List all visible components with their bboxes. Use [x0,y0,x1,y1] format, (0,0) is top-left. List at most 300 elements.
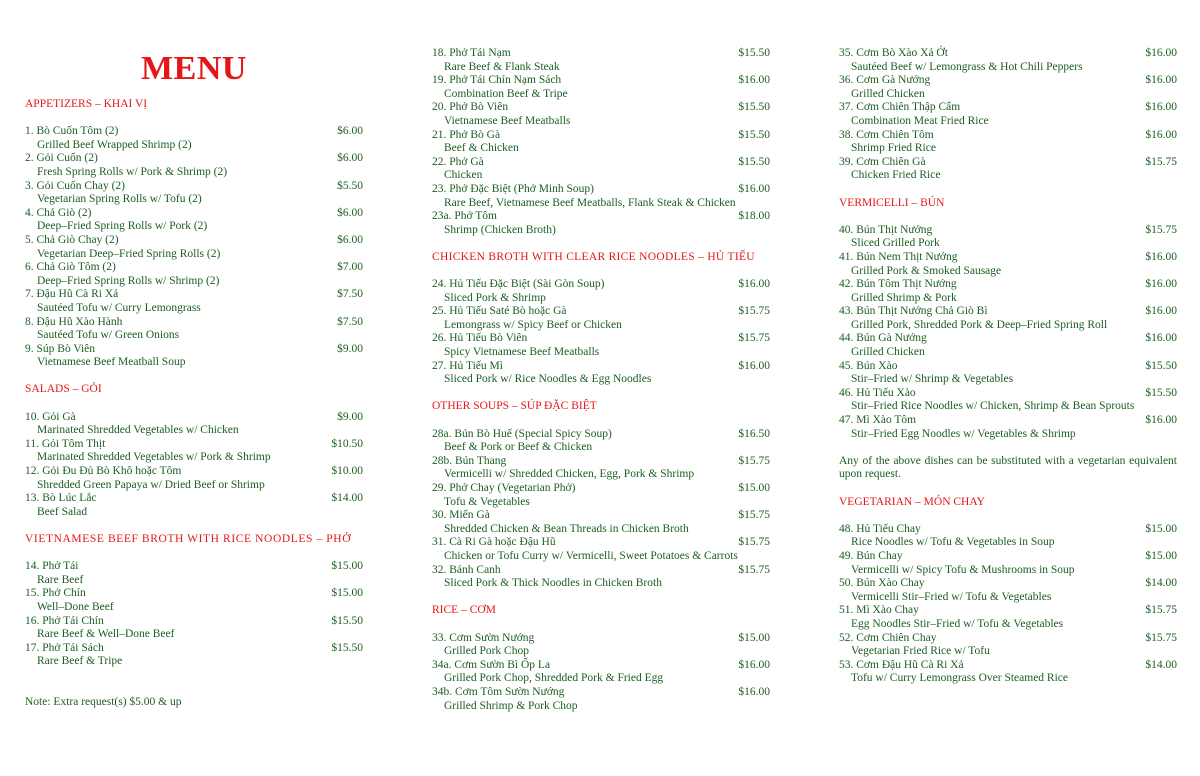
menu-column-1 [25,0,363,710]
menu-item-name: 9. Súp Bò Viên [25,342,96,355]
menu-item-name: 23a. Phở Tôm [432,210,497,223]
menu-item-description: Rare Beef & Flank Steak [444,60,560,73]
menu-item-description: Sliced Pork & Thick Noodles in Chicken Broth [444,577,662,590]
menu-item-price: $6.00 [337,125,363,138]
menu-item-price: $16.00 [738,685,770,698]
menu-item-description: Shrimp (Chicken Broth) [444,223,556,236]
section-heading-rice: RICE – CƠM [432,604,496,617]
menu-item-price: $15.00 [738,482,770,494]
menu-item-description: Grilled Shrimp & Pork [851,291,957,304]
menu-item-name: 22. Phở Gà [432,155,484,168]
menu-item-name: 40. Bún Thịt Nướng [839,223,933,236]
vegetarian-list [839,523,1177,686]
menu-item-price: $16.00 [1145,128,1177,141]
menu-item-row [839,604,1177,618]
menu-item-row [25,615,363,629]
menu-item-description: Fresh Spring Rolls w/ Pork & Shrimp (2) [37,165,228,178]
rice-list-part2 [839,47,1177,183]
menu-item-name: 20. Phở Bò Viên [432,101,509,114]
menu-item-price: $15.50 [738,128,770,141]
menu-item [839,360,1177,387]
menu-item-name: 24. Hủ Tiếu Đặc Biệt (Sài Gòn Soup) [432,278,605,291]
menu-item-price: $15.75 [738,536,770,549]
menu-item-price: $9.00 [337,342,363,355]
menu-item-description: Grilled Pork Chop, Shredded Pork & Fried Egg [444,672,664,685]
menu-item-description: Sautéed Tofu w/ Green Onions [37,329,180,342]
menu-item-name: 45. Bún Xào [839,359,898,372]
menu-item-price: $16.00 [1145,47,1177,59]
menu-item [839,577,1177,604]
menu-item [839,156,1177,183]
menu-item-row [25,152,363,166]
menu-item-description: Sautéed Beef w/ Lemongrass & Hot Chili Peppers [851,60,1083,73]
section-heading-salads: SALADS – GỎI [25,383,102,396]
menu-item [25,560,363,587]
menu-item-description: Grilled Beef Wrapped Shrimp (2) [37,138,192,151]
menu-item-name: 53. Cơm Đậu Hũ Cà Ri Xả [839,658,964,671]
menu-item-price: $15.50 [331,641,363,654]
menu-item-description: Vegetarian Fried Rice w/ Tofu [851,645,990,658]
menu-item-name: 23. Phở Đặc Biệt (Phở Minh Soup) [432,182,594,195]
menu-item-row [432,509,770,523]
menu-item-description: Beef & Chicken [444,142,519,155]
menu-item-price: $15.50 [738,47,770,59]
menu-item-price: $7.50 [337,288,363,301]
menu-item-name: 10. Gỏi Gà [25,410,76,423]
menu-item [432,564,770,591]
menu-item-description: Rice Noodles w/ Tofu & Vegetables in Soup [851,536,1055,549]
menu-item-name: 34b. Cơm Tôm Sườn Nướng [432,685,565,698]
menu-item-price: $15.00 [1145,522,1177,535]
menu-item [25,180,363,207]
menu-item-price: $15.75 [1145,604,1177,617]
menu-item-description: Marinated Shredded Vegetables w/ Chicken [37,424,239,437]
menu-item [839,604,1177,631]
menu-item-name: 16. Phở Tái Chín [25,614,104,627]
menu-item-price: $16.00 [1145,305,1177,318]
menu-item-price: $15.00 [331,560,363,573]
menu-item-row [25,180,363,194]
menu-item [432,536,770,563]
menu-item [839,387,1177,414]
menu-item-name: 33. Cơm Sườn Nướng [432,631,535,644]
menu-item-name: 41. Bún Nem Thịt Nướng [839,250,958,263]
menu-item-row [432,210,770,224]
menu-item [432,482,770,509]
menu-item-name: 18. Phở Tái Nạm [432,47,511,59]
menu-item-row [432,482,770,496]
menu-item-price: $15.75 [738,509,770,522]
menu-item-price: $6.00 [337,152,363,165]
menu-item-price: $18.00 [738,210,770,223]
menu-item-row [25,207,363,221]
menu-item-row [432,360,770,374]
menu-item-name: 50. Bún Xào Chay [839,577,925,590]
menu-item-row [839,332,1177,346]
menu-item-price: $10.50 [331,437,363,450]
menu-item-price: $16.00 [738,278,770,291]
menu-item-description: Chicken Fried Rice [851,169,941,182]
menu-item [432,129,770,156]
menu-item [839,632,1177,659]
menu-item-name: 19. Phở Tái Chín Nạm Sách [432,74,562,87]
menu-item [25,642,363,669]
menu-item-name: 26. Hủ Tiếu Bò Viên [432,332,528,345]
menu-item-name: 8. Đậu Hũ Xào Hành [25,315,123,328]
menu-item-description: Chicken or Tofu Curry w/ Vermicelli, Sweet Potatoes & Carrots [444,549,738,562]
menu-item-name: 17. Phở Tái Sách [25,641,104,654]
menu-item-price: $15.50 [738,101,770,114]
menu-item-price: $10.00 [331,465,363,478]
menu-item-name: 15. Phở Chín [25,587,86,600]
menu-item [432,428,770,455]
menu-item-row [432,428,770,442]
menu-item [432,47,770,74]
menu-item-price: $15.75 [738,563,770,576]
section-heading-pho: VIETNAMESE BEEF BROTH WITH RICE NOODLES – PHỞ [25,533,352,545]
menu-item-description: Grilled Pork Chop [444,645,529,658]
menu-item [432,183,770,210]
menu-item-row [432,47,770,61]
menu-item-row [25,465,363,479]
menu-item-name: 35. Cơm Bò Xào Xả Ớt [839,47,948,59]
menu-item-name: 12. Gỏi Đu Đủ Bò Khô hoặc Tôm [25,465,182,478]
menu-item [432,305,770,332]
menu-item-description: Grilled Pork, Shredded Pork & Deep–Fried Spring Roll [851,318,1108,331]
menu-item-row [25,560,363,574]
section-heading-vermicelli: VERMICELLI – BÚN [839,196,945,209]
menu-item [432,210,770,237]
menu-item-name: 2. Gỏi Cuốn (2) [25,152,98,165]
menu-item-name: 6. Chả Giò Tôm (2) [25,261,116,274]
menu-item [432,278,770,305]
menu-item-row [25,288,363,302]
menu-item-row [839,251,1177,265]
menu-item [432,74,770,101]
menu-item-price: $15.75 [1145,223,1177,236]
menu-item-name: 46. Hủ Tiếu Xào [839,386,916,399]
vermicelli-list [839,224,1177,442]
menu-item-price: $16.00 [738,182,770,195]
menu-item-row [432,332,770,346]
menu-item-price: $16.00 [1145,414,1177,427]
menu-item-description: Lemongrass w/ Spicy Beef or Chicken [444,318,622,331]
menu-item-price: $15.50 [738,155,770,168]
menu-item-name: 44. Bún Gà Nướng [839,332,927,345]
menu-item-description: Combination Meat Fried Rice [851,114,989,127]
menu-item-description: Shrimp Fried Rice [851,142,936,155]
menu-item-name: 51. Mì Xào Chay [839,604,919,617]
menu-item-description: Tofu & Vegetables [444,495,530,508]
menu-item [839,550,1177,577]
menu-item-price: $14.00 [1145,658,1177,671]
menu-item-price: $15.00 [738,631,770,644]
menu-item-price: $16.00 [1145,332,1177,345]
menu-item [432,101,770,128]
menu-item-row [432,156,770,170]
menu-item-row [25,261,363,275]
menu-item [25,343,363,370]
menu-item [432,332,770,359]
menu-item-price: $16.00 [738,74,770,87]
hu-tieu-list [432,278,770,387]
menu-item-row [25,411,363,425]
menu-item [25,492,363,519]
menu-item-row [839,577,1177,591]
menu-column-2 [432,0,770,713]
menu-item-description: Vermicelli w/ Shredded Chicken, Egg, Pork & Shrimp [444,468,695,481]
menu-item-name: 29. Phở Chay (Vegetarian Phở) [432,482,576,494]
menu-item-name: 4. Chả Giò (2) [25,206,92,219]
menu-item [25,411,363,438]
menu-item-price: $7.00 [337,261,363,274]
menu-item-row [839,360,1177,374]
menu-item-price: $6.00 [337,206,363,219]
menu-item [839,74,1177,101]
menu-item-name: 38. Cơm Chiên Tôm [839,128,934,141]
menu-item-price: $15.50 [331,614,363,627]
menu-item-description: Shredded Green Papaya w/ Dried Beef or Shrimp [37,478,265,491]
menu-item-price: $16.00 [1145,74,1177,87]
menu-item-row [25,316,363,330]
menu-item-price: $14.00 [1145,577,1177,590]
menu-item [25,288,363,315]
menu-item-price: $7.50 [337,315,363,328]
menu-item [839,251,1177,278]
menu-item-row [25,642,363,656]
menu-item-name: 37. Cơm Chiên Thập Cẩm [839,101,961,114]
menu-item-name: 28a. Bún Bò Huế (Special Spicy Soup) [432,427,612,440]
menu-item-row [839,156,1177,170]
menu-item-price: $16.00 [1145,250,1177,263]
menu-item [25,615,363,642]
menu-item-description: Marinated Shredded Vegetables w/ Pork & Shrimp [37,451,271,464]
menu-item-price: $15.00 [1145,549,1177,562]
vegetarian-substitution-note: Any of the above dishes can be substituted with a vegetarian equivalent upon request. [839,454,1177,481]
menu-item [25,125,363,152]
extra-request-note: Note: Extra request(s) $5.00 & up [25,695,182,708]
menu-item [432,360,770,387]
menu-item-row [839,101,1177,115]
menu-item-row [432,632,770,646]
menu-item-description: Grilled Chicken [851,87,925,100]
menu-item [839,224,1177,251]
menu-item [432,455,770,482]
salads-list [25,411,363,520]
menu-item-name: 39. Cơm Chiên Gà [839,155,926,168]
menu-item [25,152,363,179]
pho-list-part2 [432,47,770,237]
menu-item-price: $16.00 [1145,278,1177,291]
menu-item-name: 11. Gỏi Tôm Thịt [25,437,106,450]
menu-item-row [839,129,1177,143]
menu-item-row [432,129,770,143]
pho-list-part1 [25,560,363,669]
menu-item [25,316,363,343]
menu-item-row [432,659,770,673]
menu-item-description: Sautéed Tofu w/ Curry Lemongrass [37,301,201,314]
menu-column-3 [839,0,1177,686]
menu-item-description: Stir–Fried Egg Noodles w/ Vegetables & Shrimp [851,427,1076,440]
menu-item [839,332,1177,359]
menu-item-description: Vegetarian Spring Rolls w/ Tofu (2) [37,193,202,206]
menu-item-name: 1. Bò Cuốn Tôm (2) [25,125,119,138]
menu-item-price: $16.00 [738,359,770,372]
menu-item-name: 49. Bún Chay [839,549,903,562]
section-heading-vegetarian: VEGETARIAN – MÓN CHAY [839,495,985,508]
menu-item-name: 27. Hủ Tiếu Mì [432,359,503,372]
menu-title: MENU [141,50,247,87]
menu-item-row [432,305,770,319]
menu-item-row [432,101,770,115]
menu-item-row [25,438,363,452]
menu-item-row [839,659,1177,673]
menu-item-description: Deep–Fried Spring Rolls w/ Shrimp (2) [37,274,220,287]
menu-item-description: Stir–Fried Rice Noodles w/ Chicken, Shrimp & Bean Sprouts [851,400,1135,413]
menu-item-row [839,414,1177,428]
menu-item-row [839,305,1177,319]
menu-item-name: 14. Phở Tái [25,560,79,573]
menu-item-row [25,343,363,357]
menu-item-description: Grilled Pork & Smoked Sausage [851,264,1002,277]
menu-item [432,632,770,659]
menu-item [839,523,1177,550]
menu-item-name: 13. Bò Lúc Lắc [25,492,97,505]
menu-item-price: $15.75 [738,454,770,467]
menu-item [839,47,1177,74]
menu-item-row [839,550,1177,564]
rice-list-part1 [432,632,770,714]
menu-item-description: Beef & Pork or Beef & Chicken [444,441,593,454]
menu-item-row [25,234,363,248]
menu-item-name: 47. Mì Xào Tôm [839,414,917,427]
section-heading-other-soups: OTHER SOUPS – SÚP ĐẶC BIỆT [432,400,597,413]
menu-item-description: Stir–Fried w/ Shrimp & Vegetables [851,373,1014,386]
menu-item-row [839,523,1177,537]
menu-item [25,465,363,492]
menu-item-description: Sliced Pork & Shrimp [444,291,546,304]
menu-item-price: $15.50 [1145,359,1177,372]
menu-item-description: Rare Beef & Well–Done Beef [37,628,175,641]
menu-item-description: Spicy Vietnamese Beef Meatballs [444,346,600,359]
menu-item-price: $6.00 [337,233,363,246]
menu-item-description: Shredded Chicken & Bean Threads in Chicken Broth [444,522,689,535]
menu-item-name: 48. Hủ Tiếu Chay [839,522,921,535]
menu-item-description: Vermicelli w/ Spicy Tofu & Mushrooms in Soup [851,563,1075,576]
menu-item-row [839,74,1177,88]
menu-item-row [839,224,1177,238]
menu-item-price: $5.50 [337,179,363,192]
menu-item-description: Beef Salad [37,505,88,518]
menu-item-price: $15.75 [1145,155,1177,168]
menu-item-description: Grilled Chicken [851,346,925,359]
appetizers-list [25,125,363,370]
menu-item-name: 42. Bún Tôm Thịt Nướng [839,278,957,291]
menu-item-row [432,74,770,88]
menu-item [432,156,770,183]
menu-item-description: Sliced Grilled Pork [851,237,940,250]
menu-item-row [432,686,770,700]
menu-item-name: 7. Đậu Hũ Cà Ri Xả [25,288,119,301]
menu-item [839,414,1177,441]
menu-item-row [432,278,770,292]
menu-item-name: 31. Cà Ri Gà hoặc Đậu Hũ [432,536,556,549]
menu-item-price: $15.50 [1145,386,1177,399]
menu-item-name: 36. Cơm Gà Nướng [839,74,931,87]
menu-item [839,278,1177,305]
menu-item-price: $15.00 [331,587,363,600]
menu-item-description: Grilled Shrimp & Pork Chop [444,699,578,712]
menu-item [839,101,1177,128]
menu-item-description: Rare Beef [37,573,84,586]
menu-item-description: Vermicelli Stir–Fried w/ Tofu & Vegetables [851,590,1052,603]
menu-item [25,438,363,465]
menu-item-row [432,536,770,550]
menu-item-description: Vegetarian Deep–Fried Spring Rolls (2) [37,247,221,260]
menu-item-row [432,564,770,578]
menu-item-row [432,183,770,197]
menu-item-description: Rare Beef & Tripe [37,655,123,668]
menu-item [839,659,1177,686]
menu-item-name: 34a. Cơm Sườn Bì Ốp La [432,658,551,671]
menu-item-row [25,125,363,139]
menu-item-description: Combination Beef & Tripe [444,87,568,100]
menu-item-name: 52. Cơm Chiên Chay [839,631,937,644]
menu-item-price: $15.75 [1145,631,1177,644]
menu-item-row [839,387,1177,401]
menu-item-name: 3. Gỏi Cuốn Chay (2) [25,179,125,192]
menu-item [25,261,363,288]
menu-item-row [25,587,363,601]
menu-item-name: 43. Bún Thịt Nướng Chả Giò Bì [839,305,988,318]
menu-item [839,305,1177,332]
menu-item-row [432,455,770,469]
menu-item-price: $9.00 [337,410,363,423]
menu-item [25,587,363,614]
section-heading-appetizers: APPETIZERS – KHAI VỊ [25,98,148,110]
section-heading-hu-tieu: CHICKEN BROTH WITH CLEAR RICE NOODLES – HỦ TIẾU [432,250,755,263]
menu-item-description: Vietnamese Beef Meatball Soup [37,356,186,369]
menu-item-name: 32. Bánh Canh [432,563,501,576]
menu-item-name: 21. Phở Bò Gà [432,128,501,141]
menu-item [25,234,363,261]
menu-item-description: Well–Done Beef [37,600,114,613]
menu-item-description: Vietnamese Beef Meatballs [444,114,571,127]
menu-item-price: $15.75 [738,305,770,318]
menu-item-name: 25. Hủ Tiếu Saté Bò hoặc Gà [432,305,567,318]
menu-item [432,686,770,713]
menu-item-description: Chicken [444,169,483,182]
menu-item [25,207,363,234]
menu-item-price: $16.00 [738,658,770,671]
menu-item [432,509,770,536]
menu-item-name: 5. Chả Giò Chay (2) [25,233,119,246]
menu-item-row [25,492,363,506]
menu-item-row [839,632,1177,646]
menu-item-description: Rare Beef, Vietnamese Beef Meatballs, Flank Steak & Chicken [444,196,736,209]
menu-item-price: $15.75 [738,332,770,345]
menu-item-row [839,47,1177,61]
menu-item-name: 30. Miến Gà [432,509,490,522]
menu-item [432,659,770,686]
menu-item [839,129,1177,156]
menu-item-description: Deep–Fried Spring Rolls w/ Pork (2) [37,220,208,233]
menu-item-price: $14.00 [331,492,363,505]
menu-item-description: Sliced Pork w/ Rice Noodles & Egg Noodles [444,373,652,386]
menu-item-price: $16.50 [738,427,770,440]
menu-item-description: Tofu w/ Curry Lemongrass Over Steamed Rice [851,672,1069,685]
menu-item-price: $16.00 [1145,101,1177,114]
